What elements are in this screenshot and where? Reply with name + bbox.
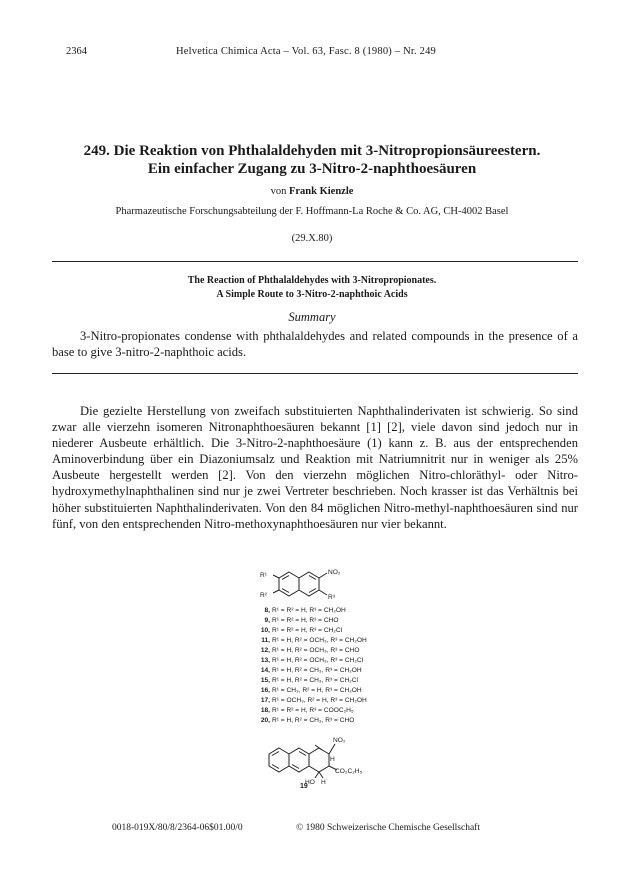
naphthalene-structure xyxy=(257,564,367,608)
byline xyxy=(0,186,624,197)
compound-list-item: 11, R¹ = H, R² = OCH₃, R³ = CH₂OH xyxy=(261,637,367,644)
compound-19-label: 19 xyxy=(300,783,308,790)
h-label: H xyxy=(330,756,335,763)
compound-list-item: 12, R¹ = H, R² = OCH₃, R³ = CHO xyxy=(260,647,360,654)
author-name: Frank Kienzle xyxy=(288,186,354,197)
article-title-line2: Ein einfacher Zugang zu 3-Nitro-2-naphthoesäuren xyxy=(147,161,477,177)
compound-list-item: 14, R¹ = H, R² = CH₃, R³ = CH₂OH xyxy=(260,667,362,674)
compound-list-item: 9, R¹ = R² = H, R³ = CHO xyxy=(264,617,339,624)
compound-list-item: 18, R¹ = R² = H, R³ = COOC₂H₅ xyxy=(260,707,354,714)
compound-list-item: 8, R¹ = R² = H, R³ = CH₂OH xyxy=(264,607,346,614)
footer-copyright: © 1980 Schweizerische Chemische Gesellschaft xyxy=(296,823,480,833)
r3-label: R³ xyxy=(328,594,335,601)
compound-list-item: 15, R¹ = H, R² = CH₃, R³ = CH₂Cl xyxy=(260,677,359,684)
ho-label: HO xyxy=(305,779,315,784)
divider-top xyxy=(52,261,578,262)
no2-label: NO₂ xyxy=(333,737,346,744)
compound-list-item: 16, R¹ = CH₃, R² = H, R³ = CH₂OH xyxy=(260,687,362,694)
article-title-line1: 249. Die Reaktion von Phthalaldehyden mit 3-Nitropropionsäureestern. xyxy=(83,143,541,159)
byline-prefix: von xyxy=(270,186,287,197)
compound-19-structure xyxy=(263,734,373,784)
body-paragraph: Die gezielte Herstellung von zweifach substituierten Naphthalinderivaten ist schwierig. So sind zwar alle vierzehn isomeren Nitronaphthoesäuren bekannt [1] [2], viele davon sind jedoch nur in niederer Ausbeute erhältlich. Die 3-Nitro-2-naphthoesäure (1) kann z. B. aus der entsprechenden Aminoverbindung über ein Diazoniumsalz und Reaktion mit Natriumnitrit nur in weniger als 25% Ausbeute hergestellt werden [2]. Von den vierzehn möglichen Nitro-chloräthyl- oder Nitro-hydroxymethylnaphthalinen sind nur je zwei Vertreter beschrieben. Noch krasser ist das Verhältnis bei höher substituierten Naphthalinderivaten. Von den 84 möglichen Nitro-methyl-naphthoesäuren sind nur fünf, von den entsprechenden Nitro-methoxynaphthoesäuren nur vier bekannt. xyxy=(52,404,578,531)
compound-list-item: 17, R¹ = OCH₃, R² = H, R³ = CH₂OH xyxy=(260,697,367,704)
h-label: H xyxy=(321,779,326,784)
received-date: (29.X.80) xyxy=(291,233,333,244)
no2-label: NO₂ xyxy=(328,569,341,576)
compound-list-item: 20, R¹ = H, R² = CH₃, R³ = CHO xyxy=(260,717,355,724)
english-title-line1: The Reaction of Phthalaldehydes with 3-Nitropropionates. xyxy=(187,275,437,286)
running-header: Helvetica Chimica Acta – Vol. 63, Fasc. 8 (1980) – Nr. 249 xyxy=(176,46,436,57)
divider-bottom xyxy=(52,373,578,374)
affiliation: Pharmazeutische Forschungsabteilung der F. Hoffmann-La Roche & Co. AG, CH-4002 Basel xyxy=(115,206,509,217)
compound-list-item: 10, R¹ = R² = H, R³ = CH₂Cl xyxy=(260,627,343,634)
summary-heading: Summary xyxy=(288,310,336,324)
r1-label: R¹ xyxy=(260,572,267,579)
footer-issn: 0018-019X/80/8/2364-06$01.00/0 xyxy=(112,823,243,833)
page-number: 2364 xyxy=(66,46,87,57)
compound-list-item: 13, R¹ = H, R² = OCH₃, R³ = CH₂Cl xyxy=(260,657,364,664)
r2-label: R² xyxy=(260,592,267,599)
english-title-line2: A Simple Route to 3-Nitro-2-naphthoic Acids xyxy=(216,289,408,300)
summary-text: 3-Nitro-propionates condense with phthalaldehydes and related compounds in the presence of a base to give 3-nitro-2-naphthoic acids. xyxy=(52,329,578,360)
ester-label: CO₂C₂H₅ xyxy=(335,768,363,775)
